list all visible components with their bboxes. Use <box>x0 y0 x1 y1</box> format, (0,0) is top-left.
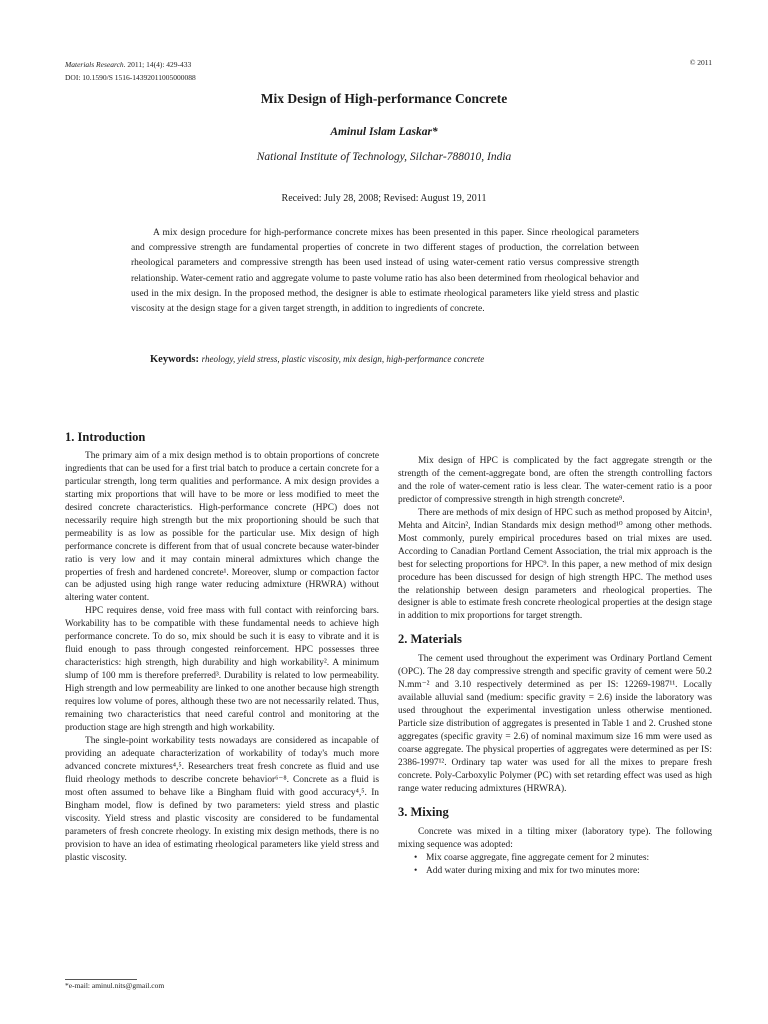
right-column <box>398 455 712 878</box>
journal-header <box>65 58 196 84</box>
keywords <box>150 354 484 365</box>
author: Aminul Islam Laskar* <box>330 126 438 138</box>
section-heading-materials: 2. Materials <box>398 632 462 647</box>
paragraph: The single-point workability tests nowadays are considered as incapable of providing an adequate characterization of workability of today's much more advanced concrete mixtures⁴,⁵. Researchers treat fresh concrete as fluid and use fluid rheology methods to describe concrete behavior⁶⁻⁸. Concrete as a fluid is most often assumed to behave like a Bingham fluid with good accuracy⁴,⁵. In Bingham model, flow is defined by two parameters: yield stress and plastic viscosity. Yield stress and plastic viscosity are considered to be fundamental parameters of fresh concrete rheology. In existing mix design methods, there is no provision to have an idea of estimating rheological parameters like yield stress and plastic viscosity. <box>65 735 379 863</box>
doi: DOI: 10.1590/S 1516-14392011005000088 <box>65 73 196 82</box>
copyright: © 2011 <box>689 58 712 67</box>
keywords-value: rheology, yield stress, plastic viscosity, mix design, high-performance concrete <box>201 354 485 364</box>
left-column <box>65 431 379 864</box>
received-dates: Received: July 28, 2008; Revised: August 19, 2011 <box>281 193 487 204</box>
section-heading-introduction: 1. Introduction <box>65 430 146 444</box>
paragraph: There are methods of mix design of HPC such as method proposed by Aitcin¹, Mehta and Aitcin², Indian Standards mix design method¹⁰ among other methods. Most commonly, purely empirical procedures based on trial mixes are used. According to Canadian Portland Cement Association, the trial mix approach is the best for selecting proportions for HPC⁹. In this paper, a new method of mix design procedure has been discussed for design of high strength HPC. The method uses the relationship between design parameters and rheological properties. The designer is able to estimate fresh concrete rheological properties at the design stage in addition to mix proportions for target strength. <box>398 507 712 622</box>
footnote-email: *e-mail: aminul.nits@gmail.com <box>65 981 165 990</box>
journal-name: Materials Research <box>65 60 124 69</box>
section-heading-mixing: 3. Mixing <box>398 804 449 819</box>
abstract: A mix design procedure for high-performance concrete mixes has been presented in this paper. Since rheological parameters and compressive strength are fundamental properties of concrete in two different stages of production, the correlation between rheological parameters and compressive strength has been used instead of using water-cement ratio versus compressive strength relationship. Water-cement ratio and aggregate volume to paste volume ratio has also been determined from rheological behavior and used in the mix design. In the proposed method, the designer is able to estimate rheological parameters like yield stress and plastic viscosity at the design stage for a given target strength, in addition to ingredients of concrete. <box>131 228 639 315</box>
paragraph: Mix design of HPC is complicated by the fact aggregate strength or the strength of the cement-aggregate bond, are often the strength controlling factors and the role of water-cement ratio is less clear. The water-cement ratio is a poor predictor of compressive strength in high strength concrete⁹. <box>398 456 712 505</box>
paragraph: The primary aim of a mix design method is to obtain proportions of concrete ingredients that can be used for a first trial batch to produce a certain concrete for a particular strength, long term qualities and performance. A mix design provides a starting mix proportions that will have to be more or less modified to meet the desired concrete characteristics. High-performance concrete (HPC) does not necessarily require high strength but the mix proportioning should be such that permeability is as low as possible for the particular use. Mix design of high performance concrete is different from that of usual concrete because water-binder ratio is very low and it may contain mineral admixtures which change the properties of fresh and hardened concrete¹. Moreover, slump or compaction factor can be adjusted using high range water reducing admixture (HRWRA) without altering water content. <box>65 450 379 604</box>
paragraph: Concrete was mixed in a tilting mixer (laboratory type). The following mixing sequence was adopted: <box>398 826 712 850</box>
list-item: • Add water during mixing and mix for two minutes more: <box>414 865 712 878</box>
paragraph: HPC requires dense, void free mass with full contact with reinforcing bars. Workability has to be compatible with these fundamental needs to achieve high performance concrete. To do so, mix should be such it is easy to vibrate and it is fluid enough to pass through congested reinforcement. HPC possesses three characteristics: high strength, high durability and high workability². A minimum slump of 100 mm is therefore preferred³. Durability is related to low permeability. High strength and low permeability are linked to one another because high strength requires low volume of pores, although these two are not necessarily related. Thus, remaining two characteristics that need careful control and monitoring at the production stage are high strength and high workability. <box>65 606 379 733</box>
citation: . 2011; 14(4): 429-433 <box>123 60 192 69</box>
footnote-rule <box>65 979 137 980</box>
affiliation: National Institute of Technology, Silchar-788010, India <box>256 151 512 163</box>
mixing-sequence-list <box>398 852 712 878</box>
paper-title: Mix Design of High-performance Concrete <box>260 91 508 106</box>
list-item: • Mix coarse aggregate, fine aggregate cement for 2 minutes: <box>414 852 712 865</box>
paragraph: The cement used throughout the experiment was Ordinary Portland Cement (OPC). The 28 day compressive strength and specific gravity of cement were 50.2 N.mm⁻² and 3.10 respectively determined as per IS: 12269-1987¹¹. Locally available alluvial sand (medium: specific gravity = 2.6) inside the laboratory was used throughout the experimental investigation unless otherwise mentioned. Particle size distribution of aggregates is presented in Table 1 and 2. Crushed stone aggregates (specific gravity = 2.6) of nominal maximum size 16 mm were used as coarse aggregate. The physical properties of aggregates were determined as per IS: 2386-1997¹². Ordinary tap water was used for all the mixes to prepare fresh concrete. Poly-Carboxylic Polymer (PC) with set retarding effect was used as high range water reducing admixtures (HRWRA). <box>398 654 712 794</box>
keywords-label: Keywords: <box>150 354 199 365</box>
